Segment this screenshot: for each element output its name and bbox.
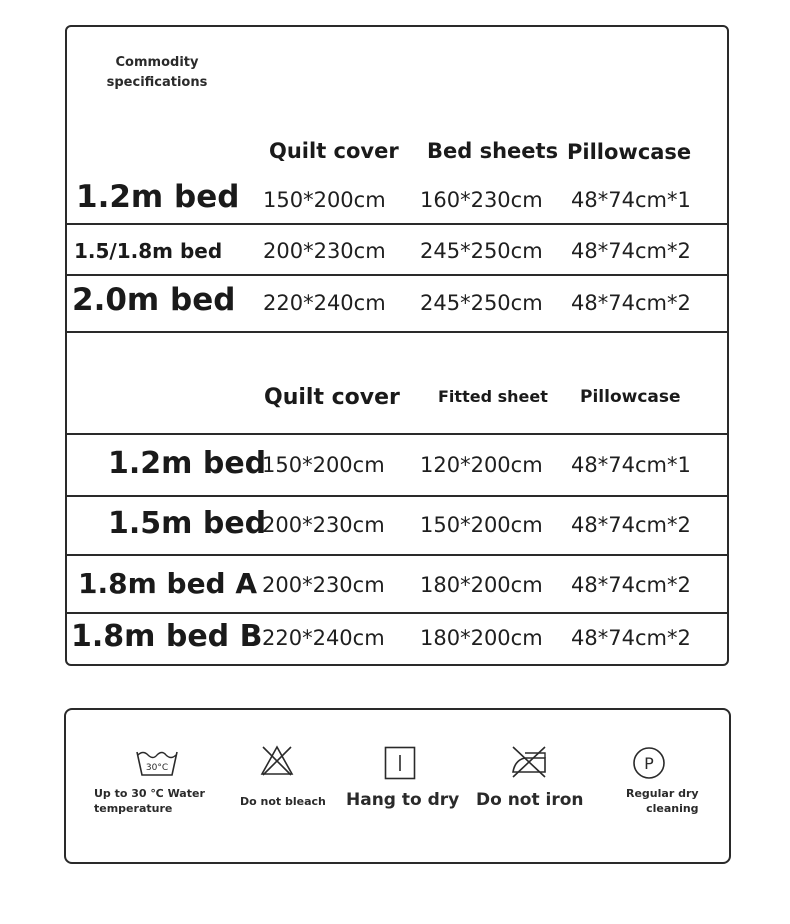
t2-header-fitted-sheet: Fitted sheet: [438, 387, 548, 406]
t1-row2-pillow: 48*74cm*2: [571, 239, 691, 263]
t2-row3-pillow: 48*74cm*2: [571, 573, 691, 597]
section-divider: [67, 331, 727, 333]
t1-header-pillowcase: Pillowcase: [567, 140, 692, 164]
no-iron-icon: [509, 744, 549, 780]
dry-clean-letter: P: [644, 754, 654, 773]
dry-clean-label: Regular dry cleaning: [626, 787, 699, 815]
t2-row3-quilt: 200*230cm: [262, 573, 385, 597]
t1-header-bed-sheets: Bed sheets: [427, 139, 559, 163]
t2-row2-pillow: 48*74cm*2: [571, 513, 691, 537]
dry-clean-p-icon: [632, 746, 666, 780]
t1-row1-quilt: 150*200cm: [263, 188, 386, 212]
t1-row2-sheet: 245*250cm: [420, 239, 543, 263]
t2-row4-label: 1.8m bed B: [71, 619, 263, 654]
t2-row3-sheet: 180*200cm: [420, 573, 543, 597]
no-bleach-label: Do not bleach: [240, 795, 326, 808]
t2-row2-sheet: 150*200cm: [420, 513, 543, 537]
row-divider: [67, 612, 727, 614]
t2-row4-quilt: 220*240cm: [262, 626, 385, 650]
commodity-specifications-caption: Commodity specifications: [106, 55, 208, 90]
t2-row1-sheet: 120*200cm: [420, 453, 543, 477]
t2-header-pillowcase: Pillowcase: [580, 387, 681, 407]
t2-row1-quilt: 150*200cm: [262, 453, 385, 477]
t1-row1-pillow: 48*74cm*1: [571, 188, 691, 212]
t2-row4-sheet: 180*200cm: [420, 626, 543, 650]
wash-30-label: Up to 30 ℃ Water temperature: [94, 787, 205, 815]
t1-header-quilt-cover: Quilt cover: [269, 139, 399, 163]
t2-row4-pillow: 48*74cm*2: [571, 626, 691, 650]
t1-row3-pillow: 48*74cm*2: [571, 291, 691, 315]
row-divider: [67, 433, 727, 435]
no-bleach-icon: [260, 744, 294, 778]
care-instructions-panel: [64, 708, 731, 864]
row-divider: [67, 223, 727, 225]
row-divider: [67, 274, 727, 276]
t2-header-quilt-cover: Quilt cover: [264, 385, 400, 410]
t2-row3-label: 1.8m bed A: [78, 567, 258, 600]
hang-dry-label: Hang to dry: [346, 790, 460, 810]
wash-30-icon: [134, 746, 180, 778]
specification-panel: [65, 25, 729, 666]
t1-row3-sheet: 245*250cm: [420, 291, 543, 315]
t2-row1-pillow: 48*74cm*1: [571, 453, 691, 477]
hang-dry-icon: [384, 746, 416, 780]
row-divider: [67, 554, 727, 556]
no-iron-label: Do not iron: [476, 790, 584, 810]
t1-row3-label: 2.0m bed: [72, 282, 236, 318]
t1-row2-quilt: 200*230cm: [263, 239, 386, 263]
t1-row1-sheet: 160*230cm: [420, 188, 543, 212]
t2-row1-label: 1.2m bed: [108, 446, 267, 481]
wash-temp-text: 30°C: [145, 763, 169, 773]
t2-row2-label: 1.5m bed: [108, 506, 267, 541]
row-divider: [67, 495, 727, 497]
t1-row2-label: 1.5/1.8m bed: [74, 239, 223, 263]
t1-row1-label: 1.2m bed: [76, 179, 240, 215]
t2-row2-quilt: 200*230cm: [262, 513, 385, 537]
t1-row3-quilt: 220*240cm: [263, 291, 386, 315]
